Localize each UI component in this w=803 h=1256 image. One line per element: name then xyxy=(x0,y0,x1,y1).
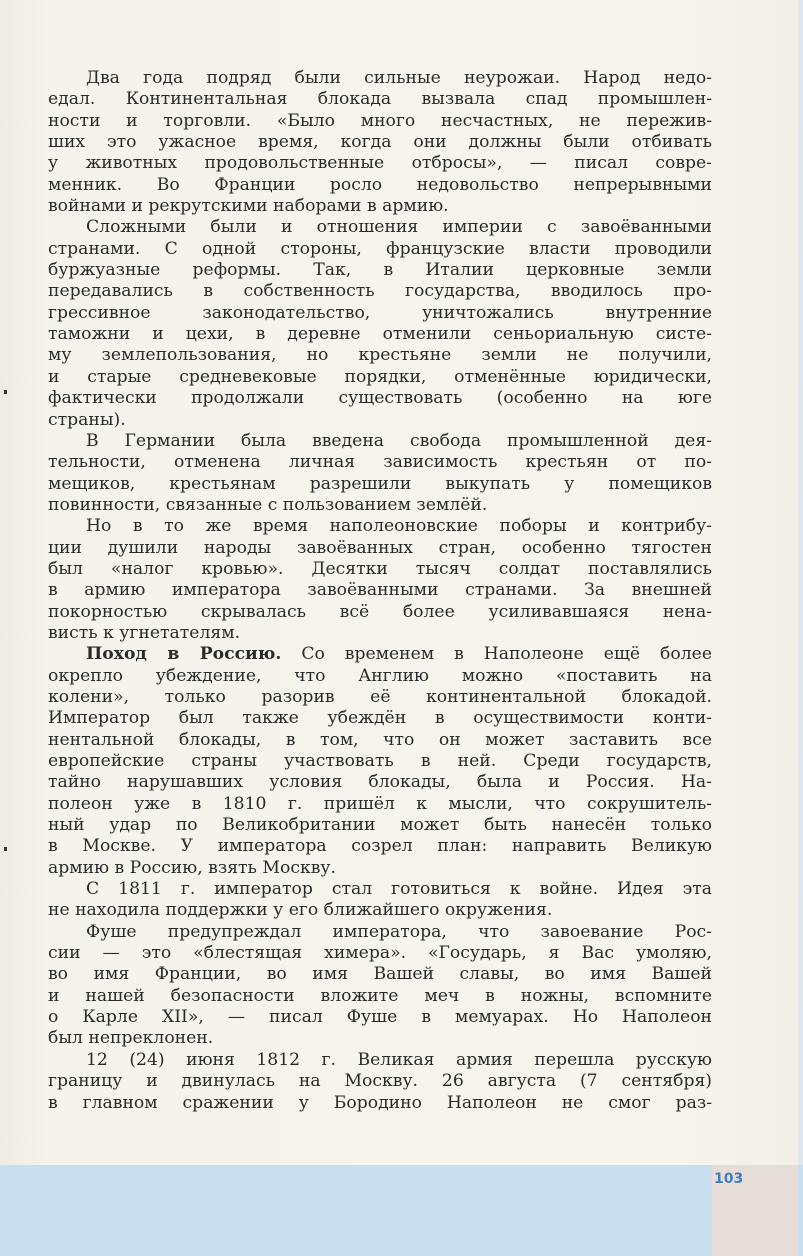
text-line: в Москве. У императора созрел план: направить Великую xyxy=(48,836,712,857)
text-line: сии — это «блестящая химера». «Государь, я Вас умоляю, xyxy=(48,943,712,964)
text-line: страны). xyxy=(48,409,126,430)
text-line: у животных продовольственные отбросы», — писал совре- xyxy=(48,153,712,174)
text-line: тайно нарушавших условия блокады, была и Россия. На- xyxy=(48,772,712,793)
text-line: повинности, связанные с пользованием землёй. xyxy=(48,494,488,515)
paragraph xyxy=(48,1050,712,1114)
body-text xyxy=(48,68,712,1114)
paragraph xyxy=(48,217,712,430)
text-line: границу и двинулась на Москву. 26 августа (7 сентября) xyxy=(48,1071,712,1092)
text-line: му землепользования, но крестьяне земли не получили, xyxy=(48,345,712,366)
text-line: окрепло убеждение, что Англию можно «поставить на xyxy=(48,665,712,686)
text-line: и нашей безопасности вложите меч в ножны, вспомните xyxy=(48,985,712,1006)
paragraph xyxy=(48,644,712,879)
text-line: передавались в собственность государства, вводилось про- xyxy=(48,281,712,302)
section-heading: Поход в Россию. xyxy=(86,644,282,665)
paragraph xyxy=(48,879,712,922)
text-line: Фуше предупреждал императора, что завоевание Рос- xyxy=(86,921,712,942)
text-line: Два года подряд были сильные неурожаи. Народ недо- xyxy=(86,68,712,88)
text-line: ших это ужасное время, когда они должны были отбивать xyxy=(48,132,712,153)
text-line: европейские страны участвовать в ней. Среди государств, xyxy=(48,751,712,771)
scan-mark xyxy=(4,390,7,394)
text-line: таможни и цехи, в деревне отменили сеньориальную систе- xyxy=(48,324,712,345)
text-line: во имя Франции, во имя Вашей славы, во имя Вашей xyxy=(48,964,712,985)
text-line: 12 (24) июня 1812 г. Великая армия перешла русскую xyxy=(86,1049,712,1070)
text-line: в главном сражении у Бородино Наполеон не смог раз- xyxy=(48,1092,712,1113)
text-line: войнами и рекрутскими наборами в армию. xyxy=(48,196,449,217)
text-line: в армию императора завоёванными странами. За внешней xyxy=(48,580,712,601)
text-line: нентальной блокады, в том, что он может заставить все xyxy=(48,729,712,750)
text-line: грессивное законодательство, уничтожались внутренние xyxy=(48,302,712,323)
scan-mark xyxy=(4,847,7,851)
page-edge xyxy=(798,0,803,1256)
text-line: ции душили народы завоёванных стран, особенно тягостен xyxy=(48,537,712,558)
text-line: и старые средневековые порядки, отменённые юридически, xyxy=(48,366,712,387)
text-line: едал. Континентальная блокада вызвала спад промышлен- xyxy=(48,89,712,110)
paragraph xyxy=(48,922,712,1050)
text-line xyxy=(48,644,712,665)
text-line: Но в то же время наполеоновские поборы и контрибу- xyxy=(86,516,712,537)
text-line: фактически продолжали существовать (особенно на юге xyxy=(48,388,712,409)
page-number: 103 xyxy=(714,1171,744,1187)
text-line: тельности, отменена личная зависимость крестьян от по- xyxy=(48,452,712,473)
text-line: С 1811 г. император стал готовиться к войне. Идея эта xyxy=(86,879,712,900)
text-line: покорностью скрывалась всё более усиливавшаяся нена- xyxy=(48,601,712,622)
text-line: мещиков, крестьянам разрешили выкупать у помещиков xyxy=(48,473,712,494)
paragraph xyxy=(48,68,712,217)
paragraph xyxy=(48,431,712,516)
text-line: был непреклонен. xyxy=(48,1028,214,1049)
text-line: полеон уже в 1810 г. пришёл к мысли, что сокрушитель- xyxy=(48,793,712,814)
text-line: ности и торговли. «Было много несчастных, не пережив- xyxy=(48,110,712,131)
text-line: Император был также убеждён в осуществимости конти- xyxy=(48,708,712,729)
text-line: Сложными были и отношения империи с завоёванными xyxy=(86,217,712,238)
text-line: ный удар по Великобритании может быть нанесён только xyxy=(48,815,712,836)
text-line: о Карле XII», — писал Фуше в мемуарах. Но Наполеон xyxy=(48,1007,712,1028)
text-line: колени», только разорив её континентальной блокадой. xyxy=(48,686,712,707)
text-line: армию в Россию, взять Москву. xyxy=(48,857,336,878)
text-line: странами. С одной стороны, французские власти проводили xyxy=(48,238,712,259)
paragraph xyxy=(48,516,712,644)
text-line: не находила поддержки у его ближайшего окружения. xyxy=(48,900,553,921)
heading-line-rest: Со временем в Наполеоне ещё более xyxy=(281,644,712,665)
text-line: В Германии была введена свобода промышленной дея- xyxy=(86,430,712,451)
text-line: менник. Во Франции росло недовольство непрерывными xyxy=(48,174,712,195)
footer-band xyxy=(0,1165,803,1256)
text-line: буржуазные реформы. Так, в Италии церковные земли xyxy=(48,260,712,281)
text-line: висть к угнетателям. xyxy=(48,622,241,643)
text-line: был «налог кровью». Десятки тысяч солдат поставлялись xyxy=(48,558,712,579)
